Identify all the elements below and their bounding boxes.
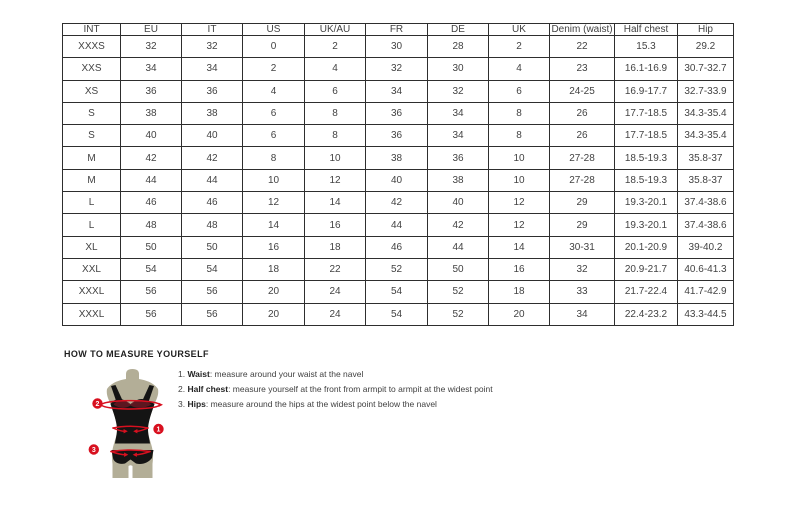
size-value-cell: 12 bbox=[489, 192, 550, 214]
size-value-cell: 34.3-35.4 bbox=[678, 102, 734, 124]
size-value-cell: 46 bbox=[121, 192, 182, 214]
column-header: IT bbox=[182, 24, 243, 36]
size-value-cell: 28 bbox=[428, 36, 489, 58]
size-value-cell: 23 bbox=[550, 58, 615, 80]
size-value-cell: 43.3-44.5 bbox=[678, 303, 734, 325]
size-value-cell: 52 bbox=[428, 303, 489, 325]
size-value-cell: 14 bbox=[305, 192, 366, 214]
size-value-cell: 20.1-20.9 bbox=[615, 236, 678, 258]
size-value-cell: 20 bbox=[489, 303, 550, 325]
size-value-cell: 30.7-32.7 bbox=[678, 58, 734, 80]
size-value-cell: 19.3-20.1 bbox=[615, 214, 678, 236]
size-value-cell: 30 bbox=[366, 36, 428, 58]
size-value-cell: 37.4-38.6 bbox=[678, 192, 734, 214]
size-row bbox=[63, 258, 734, 280]
column-header: EU bbox=[121, 24, 182, 36]
column-header: Denim (waist) bbox=[551, 24, 613, 35]
size-value-cell: 20 bbox=[243, 303, 305, 325]
column-header: Half chest bbox=[615, 24, 678, 36]
size-value-cell: 20.9-21.7 bbox=[615, 258, 678, 280]
size-value-cell: 36 bbox=[182, 80, 243, 102]
size-label-cell: XL bbox=[63, 236, 121, 258]
size-value-cell: 2 bbox=[305, 36, 366, 58]
size-row bbox=[63, 236, 734, 258]
size-value-cell: 48 bbox=[121, 214, 182, 236]
size-value-cell: 50 bbox=[182, 236, 243, 258]
step-term: Half chest bbox=[187, 384, 229, 394]
size-value-cell: 44 bbox=[366, 214, 428, 236]
size-row bbox=[63, 281, 734, 303]
size-value-cell: 8 bbox=[243, 147, 305, 169]
size-row bbox=[63, 125, 734, 147]
size-row bbox=[63, 36, 734, 58]
size-label-cell: M bbox=[63, 169, 121, 191]
size-value-cell: 16 bbox=[243, 236, 305, 258]
size-value-cell: 41.7-42.9 bbox=[678, 281, 734, 303]
size-value-cell: 40.6-41.3 bbox=[678, 258, 734, 280]
size-value-cell: 54 bbox=[121, 258, 182, 280]
size-value-cell: 40 bbox=[366, 169, 428, 191]
size-value-cell: 18 bbox=[305, 236, 366, 258]
size-value-cell: 12 bbox=[243, 192, 305, 214]
marker-number-hips: 3 bbox=[91, 447, 96, 454]
column-header: FR bbox=[366, 24, 428, 36]
size-value-cell: 32 bbox=[182, 36, 243, 58]
size-value-cell: 36 bbox=[366, 125, 428, 147]
size-value-cell: 46 bbox=[366, 236, 428, 258]
size-value-cell: 20 bbox=[243, 281, 305, 303]
size-value-cell: 32 bbox=[366, 58, 428, 80]
step-number: 3. bbox=[178, 399, 188, 409]
size-value-cell: 16 bbox=[305, 214, 366, 236]
size-value-cell: 42 bbox=[428, 214, 489, 236]
size-value-cell: 54 bbox=[366, 281, 428, 303]
size-value-cell: 18 bbox=[243, 258, 305, 280]
size-value-cell: 40 bbox=[428, 192, 489, 214]
size-value-cell: 36 bbox=[366, 102, 428, 124]
size-label-cell: XXXS bbox=[63, 36, 121, 58]
size-row bbox=[63, 169, 734, 191]
size-value-cell: 10 bbox=[489, 147, 550, 169]
size-value-cell: 35.8-37 bbox=[678, 147, 734, 169]
size-row bbox=[63, 214, 734, 236]
size-value-cell: 17.7-18.5 bbox=[615, 125, 678, 147]
measure-step bbox=[178, 382, 508, 397]
size-value-cell: 56 bbox=[182, 303, 243, 325]
size-value-cell: 33 bbox=[550, 281, 615, 303]
table-header-row bbox=[63, 24, 734, 36]
size-label-cell: XS bbox=[63, 80, 121, 102]
size-value-cell: 30 bbox=[428, 58, 489, 80]
size-value-cell: 46 bbox=[182, 192, 243, 214]
size-value-cell: 10 bbox=[243, 169, 305, 191]
size-value-cell: 16 bbox=[489, 258, 550, 280]
size-value-cell: 32.7-33.9 bbox=[678, 80, 734, 102]
size-value-cell: 48 bbox=[182, 214, 243, 236]
size-value-cell: 8 bbox=[489, 125, 550, 147]
step-text: : measure around the hips at the widest point below the navel bbox=[205, 399, 437, 409]
size-value-cell: 26 bbox=[550, 125, 615, 147]
size-value-cell: 27-28 bbox=[550, 169, 615, 191]
size-value-cell: 17.7-18.5 bbox=[615, 102, 678, 124]
size-value-cell: 18.5-19.3 bbox=[615, 147, 678, 169]
size-value-cell: 34 bbox=[121, 58, 182, 80]
size-value-cell: 22 bbox=[550, 36, 615, 58]
size-value-cell: 16.9-17.7 bbox=[615, 80, 678, 102]
size-value-cell: 6 bbox=[305, 80, 366, 102]
size-value-cell: 21.7-22.4 bbox=[615, 281, 678, 303]
size-value-cell: 6 bbox=[243, 125, 305, 147]
size-value-cell: 32 bbox=[428, 80, 489, 102]
size-value-cell: 36 bbox=[428, 147, 489, 169]
measure-step bbox=[178, 367, 508, 382]
size-value-cell: 34 bbox=[550, 303, 615, 325]
size-value-cell: 24 bbox=[305, 281, 366, 303]
size-value-cell: 14 bbox=[489, 236, 550, 258]
section-heading: HOW TO MEASURE YOURSELF bbox=[64, 349, 209, 359]
size-value-cell: 42 bbox=[182, 147, 243, 169]
size-value-cell: 30-31 bbox=[550, 236, 615, 258]
size-value-cell: 12 bbox=[305, 169, 366, 191]
size-value-cell: 42 bbox=[366, 192, 428, 214]
size-label-cell: L bbox=[63, 192, 121, 214]
step-text: : measure yourself at the front from armpit to armpit at the widest point bbox=[228, 384, 493, 394]
size-value-cell: 4 bbox=[305, 58, 366, 80]
size-row bbox=[63, 147, 734, 169]
marker-number-waist: 1 bbox=[156, 426, 161, 434]
size-value-cell: 8 bbox=[305, 102, 366, 124]
step-term: Hips bbox=[187, 399, 206, 409]
size-label-cell: S bbox=[63, 125, 121, 147]
size-label-cell: XXL bbox=[63, 258, 121, 280]
size-value-cell: 14 bbox=[243, 214, 305, 236]
size-value-cell: 42 bbox=[121, 147, 182, 169]
size-value-cell: 37.4-38.6 bbox=[678, 214, 734, 236]
size-value-cell: 18 bbox=[489, 281, 550, 303]
size-label-cell: M bbox=[63, 147, 121, 169]
size-value-cell: 39-40.2 bbox=[678, 236, 734, 258]
size-value-cell: 6 bbox=[243, 102, 305, 124]
column-header: Hip bbox=[678, 24, 734, 36]
size-value-cell: 16.1-16.9 bbox=[615, 58, 678, 80]
size-value-cell: 2 bbox=[243, 58, 305, 80]
size-value-cell: 56 bbox=[182, 281, 243, 303]
size-value-cell: 32 bbox=[550, 258, 615, 280]
size-value-cell: 2 bbox=[489, 36, 550, 58]
size-value-cell: 34 bbox=[182, 58, 243, 80]
size-value-cell: 34 bbox=[366, 80, 428, 102]
size-value-cell: 54 bbox=[182, 258, 243, 280]
size-value-cell: 29 bbox=[550, 192, 615, 214]
size-value-cell: 38 bbox=[182, 102, 243, 124]
column-header: INT bbox=[63, 24, 121, 36]
size-value-cell: 26 bbox=[550, 102, 615, 124]
size-value-cell: 40 bbox=[121, 125, 182, 147]
column-header: UK/AU bbox=[305, 24, 366, 36]
size-row bbox=[63, 58, 734, 80]
step-number: 2. bbox=[178, 384, 188, 394]
size-label-cell: S bbox=[63, 102, 121, 124]
size-value-cell: 27-28 bbox=[550, 147, 615, 169]
size-value-cell: 52 bbox=[428, 281, 489, 303]
size-value-cell: 38 bbox=[121, 102, 182, 124]
size-chart-table bbox=[62, 23, 734, 326]
size-value-cell: 0 bbox=[243, 36, 305, 58]
size-label-cell: XXXL bbox=[63, 281, 121, 303]
size-value-cell: 38 bbox=[428, 169, 489, 191]
size-value-cell: 34 bbox=[428, 102, 489, 124]
size-value-cell: 24 bbox=[305, 303, 366, 325]
size-row bbox=[63, 303, 734, 325]
size-value-cell: 8 bbox=[489, 102, 550, 124]
size-value-cell: 44 bbox=[121, 169, 182, 191]
size-value-cell: 19.3-20.1 bbox=[615, 192, 678, 214]
size-value-cell: 54 bbox=[366, 303, 428, 325]
size-value-cell: 38 bbox=[366, 147, 428, 169]
size-value-cell: 12 bbox=[489, 214, 550, 236]
size-value-cell: 8 bbox=[305, 125, 366, 147]
size-row bbox=[63, 80, 734, 102]
size-value-cell: 35.8-37 bbox=[678, 169, 734, 191]
size-value-cell: 24-25 bbox=[550, 80, 615, 102]
size-value-cell: 50 bbox=[428, 258, 489, 280]
size-value-cell: 10 bbox=[489, 169, 550, 191]
measure-step bbox=[178, 397, 508, 412]
step-term: Waist bbox=[187, 369, 210, 379]
step-text: : measure around your waist at the navel bbox=[209, 369, 364, 379]
size-value-cell: 56 bbox=[121, 303, 182, 325]
size-value-cell: 36 bbox=[121, 80, 182, 102]
column-header: DE bbox=[428, 24, 489, 36]
size-value-cell: 6 bbox=[489, 80, 550, 102]
size-value-cell: 22.4-23.2 bbox=[615, 303, 678, 325]
size-value-cell: 29 bbox=[550, 214, 615, 236]
size-row bbox=[63, 192, 734, 214]
size-label-cell: L bbox=[63, 214, 121, 236]
size-value-cell: 18.5-19.3 bbox=[615, 169, 678, 191]
size-value-cell: 40 bbox=[182, 125, 243, 147]
size-value-cell: 56 bbox=[121, 281, 182, 303]
size-value-cell: 34.3-35.4 bbox=[678, 125, 734, 147]
size-row bbox=[63, 102, 734, 124]
mannequin-illustration bbox=[80, 366, 170, 484]
chest-arrowhead bbox=[159, 403, 163, 407]
size-value-cell: 4 bbox=[243, 80, 305, 102]
column-header: US bbox=[243, 24, 305, 36]
size-value-cell: 32 bbox=[121, 36, 182, 58]
size-value-cell: 22 bbox=[305, 258, 366, 280]
size-label-cell: XXS bbox=[63, 58, 121, 80]
size-value-cell: 15.3 bbox=[615, 36, 678, 58]
size-value-cell: 44 bbox=[428, 236, 489, 258]
size-value-cell: 10 bbox=[305, 147, 366, 169]
size-value-cell: 44 bbox=[182, 169, 243, 191]
size-value-cell: 4 bbox=[489, 58, 550, 80]
column-header: UK bbox=[489, 24, 550, 36]
size-value-cell: 52 bbox=[366, 258, 428, 280]
measurement-figure bbox=[80, 366, 170, 484]
measure-steps-list bbox=[178, 367, 508, 412]
size-value-cell: 50 bbox=[121, 236, 182, 258]
size-value-cell: 34 bbox=[428, 125, 489, 147]
size-label-cell: XXXL bbox=[63, 303, 121, 325]
step-number: 1. bbox=[178, 369, 188, 379]
size-value-cell: 29.2 bbox=[678, 36, 734, 58]
marker-number-chest: 2 bbox=[95, 401, 100, 408]
